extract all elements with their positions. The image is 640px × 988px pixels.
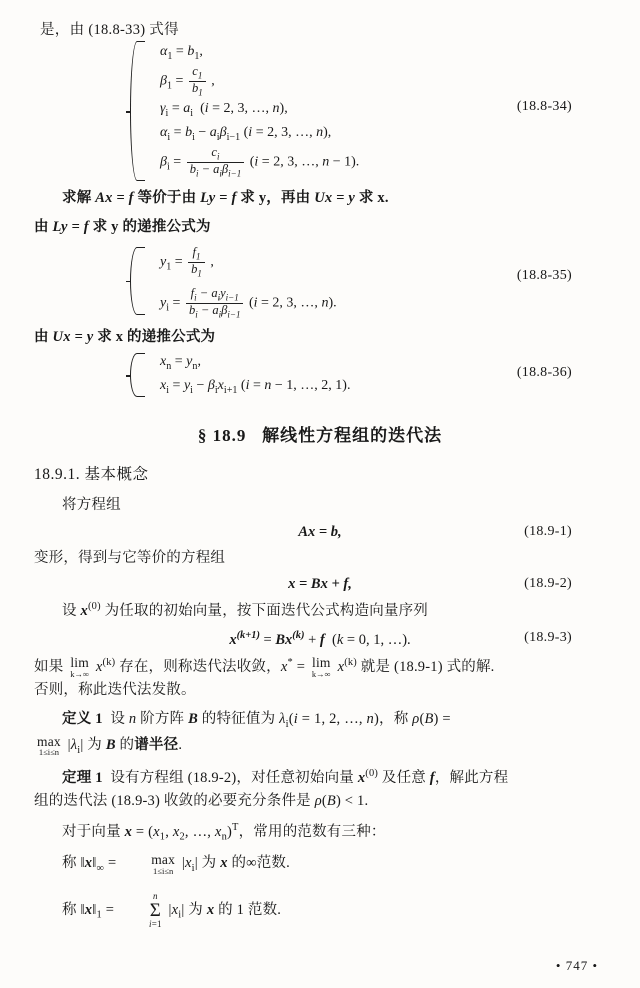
equation-block-18-8-36 [34, 351, 606, 399]
paragraph-p4: 如果 lim k→∞ $x^{(k)}$ 存在，则称迭代法收敛，x* = lim k→∞ $x^{(k)}$ 就是 (18.9-1) 式的解. [34, 655, 495, 679]
brace-icon [124, 242, 150, 320]
equation-row: $\beta_1$ = $\frac{c_1}{b_1}$ , [160, 64, 215, 98]
brace-icon [124, 41, 150, 181]
equation-18-9-2: x = Bx + f, (18.9-2) [288, 576, 572, 593]
paragraph-theorem-1-cont: 组的迭代法 (18.9-3) 收敛的必要充分条件是 ρ(B) < 1. [34, 793, 369, 810]
equation-18-9-1: Ax = b, (18.9-1) [298, 523, 572, 540]
equation-row: $y_i$ = $\frac{f_i - a_iy_{i-1}}{b_i - a_i\beta_{i-1}}$ (i = 2, 3, …, n). [160, 285, 337, 320]
subsection-title: 18.9.1. 基本概念 [34, 466, 149, 484]
paragraph-p7: 称 $‖x‖_1$ = n Σ i=1 $|x_i|$ 为 x 的 1 范数. [62, 891, 282, 930]
equation-row: $\gamma_i = a_i$ (i = 2, 3, …, n), [160, 100, 288, 119]
equation-tag: (18.9-1) [524, 523, 572, 539]
equation-tag: (18.8-36) [516, 365, 572, 381]
equation-tag: (18.9-3) [524, 629, 572, 645]
equation-tag: (18.8-35) [516, 267, 572, 283]
paragraph-ly: 由 Ly = f 求 y 的递推公式为 [34, 219, 211, 236]
equation-row: $x_n = y_n$, [160, 354, 201, 372]
paragraph-definition-1-cont: max 1≤i≤n $|\lambda_i|$ 为 B 的谱半径. [37, 733, 183, 758]
paragraph-p2: 变形，得到与它等价的方程组 [34, 549, 226, 566]
equation-18-9-3: $x^{(k+1)} = Bx^{(k)} + f$ (k = 0, 1, …). (18.9-3) [229, 629, 572, 648]
paragraph-definition-1: 定义 1 设 n 阶方阵 B 的特征值为 $\lambda_i(i = 1$, 2, …, n)，称 ρ(B) = [62, 711, 451, 731]
paragraph-p6: 称 $‖x‖_\infty$ = max 1≤i≤n $|x_i|$ 为 x 的∞范数. [62, 852, 290, 876]
paragraph-p3: 设 $x^{(0)}$ 为任取的初始向量，按下面迭代公式构造向量序列 [62, 601, 428, 620]
definition-label: 定义 1 [62, 711, 103, 728]
brace-icon [124, 351, 150, 399]
section-name: 解线性方程组的迭代法 [262, 426, 443, 446]
section-title [34, 421, 606, 446]
paragraph-p5: 对于向量 $x = (x_1$, $x_2$, …, $x_n)^T$，常用的范数有三种： [62, 821, 386, 843]
equation-block-18-8-34 [34, 41, 606, 181]
equation-tag: (18.9-2) [524, 576, 572, 592]
page-number: • 747 • [555, 958, 598, 973]
paragraph-solve: 求解 Ax = f 等价于由 Ly = f 求 y，再由 Ux = y 求 x. [62, 190, 389, 206]
paragraph-p1: 将方程组 [62, 497, 121, 514]
equation-block-18-8-35 [34, 242, 606, 320]
intro-line: 是，由 (18.8-33) 式得 [40, 22, 179, 38]
equation-row: $\alpha_i = b_i - a_i\beta_{i-1}$ (i = 2, 3, …, n), [160, 125, 332, 143]
paragraph-theorem-1: 定理 1 设有方程组 (18.9-2)，对任意初始向量 $x^{(0)}$ 及任意 f，解此方程 [62, 767, 509, 786]
equation-row: $\beta_i$ = $\frac{c_i}{b_i - a_i\beta_{i-1}}$ (i = 2, 3, …, n − 1). [160, 145, 360, 179]
equation-tag: (18.8-34) [516, 99, 572, 114]
equation-row: $\alpha_1 = b_1$, [160, 44, 203, 62]
section-number: § 18.9 [197, 426, 247, 446]
equation-row: $x_i = y_i - \beta_ix_{i+1}$ (i = n − 1, …, 2, 1). [160, 378, 351, 397]
theorem-label: 定理 1 [62, 769, 103, 786]
equation-row: $y_1$ = $\frac{f_1}{b_1}$ , [160, 244, 214, 279]
paragraph-p4b: 否则，称此迭代法发散。 [34, 681, 196, 698]
paragraph-ux: 由 Ux = y 求 x 的递推公式为 [34, 328, 216, 345]
